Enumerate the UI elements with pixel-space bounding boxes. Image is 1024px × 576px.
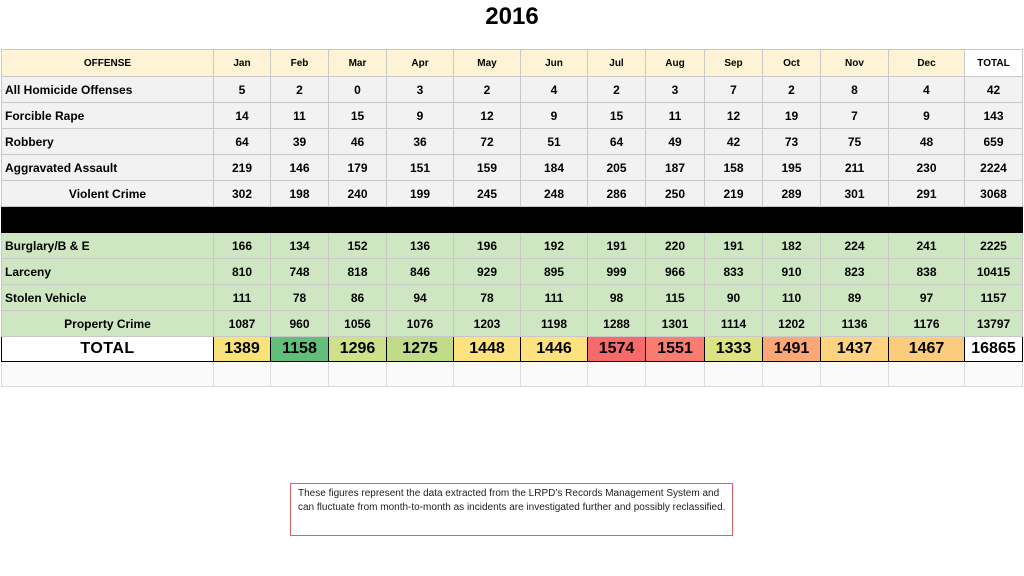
value-cell: 73 xyxy=(763,129,821,155)
value-cell: 36 xyxy=(387,129,454,155)
value-cell: 75 xyxy=(821,129,889,155)
value-cell: 1389 xyxy=(214,337,271,362)
value-cell: 10415 xyxy=(965,259,1023,285)
crime-table xyxy=(1,49,1023,387)
value-cell: 241 xyxy=(889,233,965,259)
table-row xyxy=(2,155,1023,181)
separator-row xyxy=(2,207,1023,233)
value-cell: 3 xyxy=(646,77,705,103)
column-header: Feb xyxy=(271,50,329,77)
empty-cell xyxy=(705,362,763,387)
value-cell: 11 xyxy=(271,103,329,129)
value-cell: 143 xyxy=(965,103,1023,129)
value-cell: 1437 xyxy=(821,337,889,362)
row-label: Violent Crime xyxy=(2,181,214,207)
value-cell: 2224 xyxy=(965,155,1023,181)
value-cell: 14 xyxy=(214,103,271,129)
separator-bar xyxy=(2,207,1023,233)
value-cell: 12 xyxy=(454,103,521,129)
value-cell: 1296 xyxy=(329,337,387,362)
value-cell: 179 xyxy=(329,155,387,181)
property-crime-subtotal-row xyxy=(2,311,1023,337)
value-cell: 16865 xyxy=(965,337,1023,362)
value-cell: 302 xyxy=(214,181,271,207)
value-cell: 64 xyxy=(588,129,646,155)
value-cell: 1198 xyxy=(521,311,588,337)
value-cell: 2225 xyxy=(965,233,1023,259)
value-cell: 15 xyxy=(588,103,646,129)
empty-cell xyxy=(2,362,214,387)
value-cell: 833 xyxy=(705,259,763,285)
empty-row xyxy=(2,362,1023,387)
value-cell: 97 xyxy=(889,285,965,311)
value-cell: 1076 xyxy=(387,311,454,337)
value-cell: 1448 xyxy=(454,337,521,362)
row-label: Robbery xyxy=(2,129,214,155)
value-cell: 1446 xyxy=(521,337,588,362)
value-cell: 48 xyxy=(889,129,965,155)
value-cell: 2 xyxy=(588,77,646,103)
empty-cell xyxy=(521,362,588,387)
value-cell: 224 xyxy=(821,233,889,259)
empty-cell xyxy=(821,362,889,387)
value-cell: 810 xyxy=(214,259,271,285)
value-cell: 823 xyxy=(821,259,889,285)
row-label: Burglary/B & E xyxy=(2,233,214,259)
row-label: Stolen Vehicle xyxy=(2,285,214,311)
value-cell: 111 xyxy=(521,285,588,311)
column-header: Aug xyxy=(646,50,705,77)
value-cell: 42 xyxy=(705,129,763,155)
value-cell: 2 xyxy=(763,77,821,103)
value-cell: 7 xyxy=(821,103,889,129)
value-cell: 3068 xyxy=(965,181,1023,207)
value-cell: 966 xyxy=(646,259,705,285)
value-cell: 910 xyxy=(763,259,821,285)
value-cell: 159 xyxy=(454,155,521,181)
empty-cell xyxy=(889,362,965,387)
column-header: May xyxy=(454,50,521,77)
value-cell: 1275 xyxy=(387,337,454,362)
grand-total-row xyxy=(2,337,1023,362)
value-cell: 5 xyxy=(214,77,271,103)
value-cell: 134 xyxy=(271,233,329,259)
value-cell: 1136 xyxy=(821,311,889,337)
value-cell: 240 xyxy=(329,181,387,207)
value-cell: 1333 xyxy=(705,337,763,362)
column-header: Jun xyxy=(521,50,588,77)
value-cell: 1574 xyxy=(588,337,646,362)
value-cell: 49 xyxy=(646,129,705,155)
value-cell: 98 xyxy=(588,285,646,311)
empty-cell xyxy=(763,362,821,387)
row-label: Forcible Rape xyxy=(2,103,214,129)
value-cell: 1158 xyxy=(271,337,329,362)
column-header: OFFENSE xyxy=(2,50,214,77)
value-cell: 1288 xyxy=(588,311,646,337)
empty-cell xyxy=(454,362,521,387)
value-cell: 152 xyxy=(329,233,387,259)
value-cell: 929 xyxy=(454,259,521,285)
column-header: Mar xyxy=(329,50,387,77)
table-row xyxy=(2,259,1023,285)
value-cell: 115 xyxy=(646,285,705,311)
violent-crime-subtotal-row xyxy=(2,181,1023,207)
value-cell: 2 xyxy=(454,77,521,103)
value-cell: 1056 xyxy=(329,311,387,337)
value-cell: 78 xyxy=(454,285,521,311)
value-cell: 211 xyxy=(821,155,889,181)
value-cell: 90 xyxy=(705,285,763,311)
table-row xyxy=(2,129,1023,155)
row-label: Larceny xyxy=(2,259,214,285)
row-label: Property Crime xyxy=(2,311,214,337)
row-label: Aggravated Assault xyxy=(2,155,214,181)
value-cell: 659 xyxy=(965,129,1023,155)
value-cell: 4 xyxy=(889,77,965,103)
table-row xyxy=(2,285,1023,311)
table-row xyxy=(2,77,1023,103)
value-cell: 187 xyxy=(646,155,705,181)
value-cell: 230 xyxy=(889,155,965,181)
value-cell: 999 xyxy=(588,259,646,285)
value-cell: 42 xyxy=(965,77,1023,103)
value-cell: 0 xyxy=(329,77,387,103)
value-cell: 895 xyxy=(521,259,588,285)
value-cell: 1157 xyxy=(965,285,1023,311)
value-cell: 78 xyxy=(271,285,329,311)
empty-cell xyxy=(965,362,1023,387)
value-cell: 136 xyxy=(387,233,454,259)
value-cell: 192 xyxy=(521,233,588,259)
value-cell: 166 xyxy=(214,233,271,259)
empty-cell xyxy=(588,362,646,387)
value-cell: 1114 xyxy=(705,311,763,337)
empty-cell xyxy=(646,362,705,387)
column-header: Jul xyxy=(588,50,646,77)
value-cell: 220 xyxy=(646,233,705,259)
column-header: Nov xyxy=(821,50,889,77)
value-cell: 286 xyxy=(588,181,646,207)
value-cell: 146 xyxy=(271,155,329,181)
value-cell: 184 xyxy=(521,155,588,181)
value-cell: 838 xyxy=(889,259,965,285)
row-label: All Homicide Offenses xyxy=(2,77,214,103)
value-cell: 219 xyxy=(705,181,763,207)
value-cell: 198 xyxy=(271,181,329,207)
table-row xyxy=(2,233,1023,259)
value-cell: 110 xyxy=(763,285,821,311)
value-cell: 846 xyxy=(387,259,454,285)
value-cell: 748 xyxy=(271,259,329,285)
value-cell: 818 xyxy=(329,259,387,285)
value-cell: 2 xyxy=(271,77,329,103)
column-header: Dec xyxy=(889,50,965,77)
value-cell: 94 xyxy=(387,285,454,311)
value-cell: 289 xyxy=(763,181,821,207)
value-cell: 205 xyxy=(588,155,646,181)
empty-cell xyxy=(214,362,271,387)
value-cell: 182 xyxy=(763,233,821,259)
value-cell: 51 xyxy=(521,129,588,155)
column-header: Sep xyxy=(705,50,763,77)
value-cell: 191 xyxy=(705,233,763,259)
value-cell: 1551 xyxy=(646,337,705,362)
value-cell: 111 xyxy=(214,285,271,311)
value-cell: 86 xyxy=(329,285,387,311)
disclaimer-note: These figures represent the data extracted from the LRPD’s Records Management System and can fluctuate from month-to-month as incidents are investigated further and possibly reclassified. xyxy=(290,483,733,536)
value-cell: 9 xyxy=(387,103,454,129)
empty-cell xyxy=(271,362,329,387)
value-cell: 960 xyxy=(271,311,329,337)
value-cell: 8 xyxy=(821,77,889,103)
row-label: TOTAL xyxy=(2,337,214,362)
header-row xyxy=(2,50,1023,77)
value-cell: 72 xyxy=(454,129,521,155)
value-cell: 219 xyxy=(214,155,271,181)
value-cell: 191 xyxy=(588,233,646,259)
empty-cell xyxy=(387,362,454,387)
value-cell: 15 xyxy=(329,103,387,129)
value-cell: 195 xyxy=(763,155,821,181)
value-cell: 1467 xyxy=(889,337,965,362)
value-cell: 89 xyxy=(821,285,889,311)
column-header: Oct xyxy=(763,50,821,77)
page-title: 2016 xyxy=(485,3,539,30)
value-cell: 1203 xyxy=(454,311,521,337)
value-cell: 1176 xyxy=(889,311,965,337)
value-cell: 12 xyxy=(705,103,763,129)
value-cell: 151 xyxy=(387,155,454,181)
value-cell: 4 xyxy=(521,77,588,103)
value-cell: 11 xyxy=(646,103,705,129)
column-header: Jan xyxy=(214,50,271,77)
value-cell: 3 xyxy=(387,77,454,103)
value-cell: 9 xyxy=(889,103,965,129)
value-cell: 1491 xyxy=(763,337,821,362)
value-cell: 245 xyxy=(454,181,521,207)
value-cell: 250 xyxy=(646,181,705,207)
value-cell: 39 xyxy=(271,129,329,155)
value-cell: 46 xyxy=(329,129,387,155)
value-cell: 19 xyxy=(763,103,821,129)
value-cell: 248 xyxy=(521,181,588,207)
empty-cell xyxy=(329,362,387,387)
table-row xyxy=(2,103,1023,129)
column-header: TOTAL xyxy=(965,50,1023,77)
column-header: Apr xyxy=(387,50,454,77)
value-cell: 64 xyxy=(214,129,271,155)
value-cell: 158 xyxy=(705,155,763,181)
value-cell: 13797 xyxy=(965,311,1023,337)
value-cell: 1301 xyxy=(646,311,705,337)
value-cell: 7 xyxy=(705,77,763,103)
value-cell: 1087 xyxy=(214,311,271,337)
value-cell: 199 xyxy=(387,181,454,207)
value-cell: 9 xyxy=(521,103,588,129)
value-cell: 196 xyxy=(454,233,521,259)
value-cell: 301 xyxy=(821,181,889,207)
value-cell: 1202 xyxy=(763,311,821,337)
value-cell: 291 xyxy=(889,181,965,207)
